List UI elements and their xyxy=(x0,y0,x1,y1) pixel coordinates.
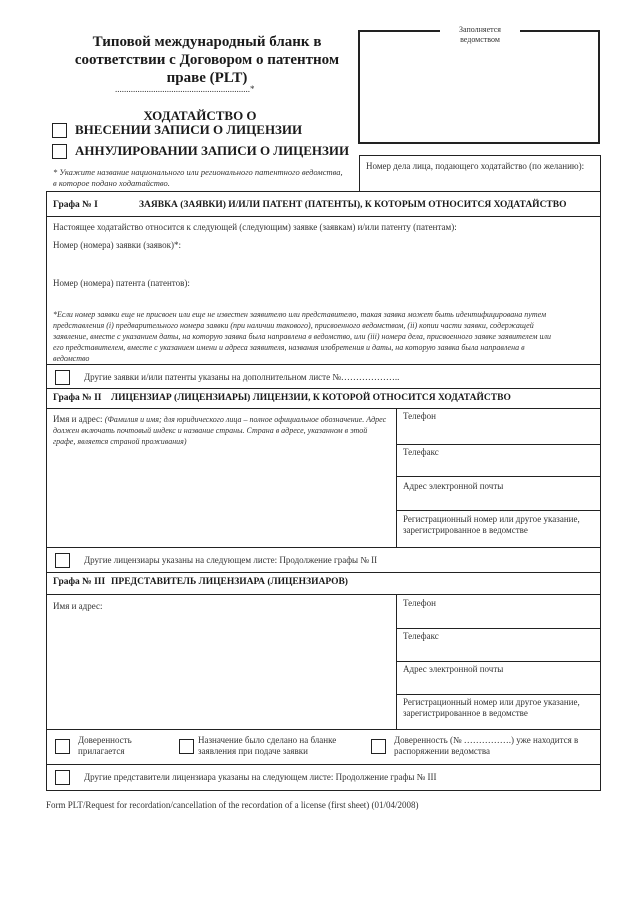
section-2-title: ЛИЦЕНЗИАР (ЛИЦЕНЗИАРЫ) ЛИЦЕНЗИИ, К КОТОРОЙ ОТНОСИТСЯ ХОДАТАЙСТВО xyxy=(111,393,511,403)
licensor-email-field[interactable] xyxy=(403,481,503,492)
licensor-name-address-field[interactable] xyxy=(53,414,388,447)
section-1-intro: Настоящее ходатайство относится к следующей (следующим) заявке (заявкам) и/или патенту (патентам): xyxy=(53,222,457,232)
request-option-record[interactable] xyxy=(52,122,302,138)
case-number-label: Номер дела лица, подающего ходатайство (по желанию): xyxy=(366,161,585,171)
divider xyxy=(47,364,600,365)
fax-label: Телефакс xyxy=(403,631,439,641)
divider xyxy=(396,510,600,511)
note-line: заявление, вместе с указанием даты, на которую заявка была направлена в ведомство, или (iii) номера дела, присвоенного заявке заявителем или xyxy=(53,332,551,341)
divider xyxy=(396,476,600,477)
divider xyxy=(396,661,600,662)
divider xyxy=(47,216,600,217)
divider xyxy=(396,444,600,445)
office-use-label-line: Заполняется xyxy=(459,25,501,34)
poa-attached-checkbox[interactable] xyxy=(55,735,132,757)
divider xyxy=(47,729,600,730)
section-1-number: Графа № I xyxy=(53,200,98,210)
checkbox-label: Доверенность прилагается xyxy=(78,735,132,756)
licensor-registration-field[interactable] xyxy=(403,514,580,536)
section-1-other-checkbox[interactable] xyxy=(55,368,399,386)
checkbox[interactable] xyxy=(55,739,70,754)
divider xyxy=(47,764,600,765)
checkbox[interactable] xyxy=(52,144,67,159)
name-address-label: Имя и адрес: xyxy=(53,414,103,424)
form-title xyxy=(62,33,352,87)
registration-label: зарегистрированное в ведомстве xyxy=(403,708,528,718)
licensor-phone-field[interactable] xyxy=(403,411,436,422)
patent-number-label: Номер (номера) патента (патентов): xyxy=(53,278,190,288)
email-label: Адрес электронной почты xyxy=(403,481,504,491)
form-title-line: праве (PLT) xyxy=(166,70,248,86)
fax-label: Телефакс xyxy=(403,447,439,457)
checkbox-label: Доверенность (№ …………….) уже находится в распоряжении ведомства xyxy=(394,735,579,756)
registration-label: зарегистрированное в ведомстве xyxy=(403,525,528,535)
checkbox[interactable] xyxy=(179,739,194,754)
checkbox[interactable] xyxy=(371,739,386,754)
checkbox-label: Другие заявки и/или патенты указаны на дополнительном листе №……………….. xyxy=(84,372,400,382)
divider xyxy=(396,408,397,547)
name-address-hint: (Фамилия и имя; для юридического лица – полное официальное обозначение. Адрес должен включать почтовый индекс и название страны. Страна в адресе, указанном в этой графе, является страной проживания) xyxy=(53,415,387,446)
form-title-line: соответствии с Договором о патентном xyxy=(74,52,340,68)
checkbox-label: Другие лицензиары указаны на следующем листе: Продолжение графы № II xyxy=(84,555,378,565)
representative-fax-field[interactable] xyxy=(403,631,439,642)
form-title-line: Типовой международный бланк в xyxy=(92,34,322,50)
checkbox[interactable] xyxy=(55,370,70,385)
office-name-field[interactable]: ............................................................* xyxy=(115,84,255,94)
request-option-cancel[interactable] xyxy=(52,143,349,159)
form-footer: Form PLT/Request for recordation/cancellation of the recordation of a license (first sheet) (01/04/2008) xyxy=(46,800,419,810)
section-1-header xyxy=(53,200,567,210)
phone-label: Телефон xyxy=(403,598,436,608)
divider xyxy=(396,628,600,629)
email-label: Адрес электронной почты xyxy=(403,664,504,674)
divider xyxy=(47,547,600,548)
divider xyxy=(47,572,600,573)
section-3-number: Графа № III xyxy=(53,577,106,587)
patent-number-field[interactable] xyxy=(53,278,190,289)
section-2-number: Графа № II xyxy=(53,393,102,403)
section-3-other-checkbox[interactable] xyxy=(55,768,436,786)
checkbox-label: Другие представители лицензиара указаны на следующем листе: Продолжение графы № III xyxy=(84,772,437,782)
request-option-label: АННУЛИРОВАНИИ ЗАПИСИ О ЛИЦЕНЗИИ xyxy=(75,143,350,158)
office-footnote: * Укажите название национального или регионального патентного ведомства, в которое подано ходатайство. xyxy=(53,167,343,188)
section-1-note xyxy=(53,309,598,364)
name-address-label: Имя и адрес: xyxy=(53,601,103,611)
note-line: его представителем, вместе с указанием имени и адреса заявителя, названия изобретения и даты, на которую заявка была направлена в xyxy=(53,343,525,352)
divider xyxy=(47,408,600,409)
form-frame xyxy=(46,191,601,791)
representative-email-field[interactable] xyxy=(403,664,503,675)
request-title: ХОДАТАЙСТВО О xyxy=(143,108,257,123)
checkbox-label: Назначение было сделано на бланке заявления при подаче заявки xyxy=(198,735,337,756)
checkbox[interactable] xyxy=(52,123,67,138)
poa-on-file-checkbox[interactable] xyxy=(371,735,578,757)
application-number-label: Номер (номера) заявки (заявок)*: xyxy=(53,240,181,250)
poa-application-form-checkbox[interactable] xyxy=(179,735,336,757)
registration-label: Регистрационный номер или другое указание, xyxy=(403,514,580,524)
checkbox[interactable] xyxy=(55,553,70,568)
office-use-label xyxy=(440,25,520,45)
licensor-fax-field[interactable] xyxy=(403,447,439,458)
section-2-header xyxy=(53,393,511,403)
section-1-title: ЗАЯВКА (ЗАЯВКИ) И/ИЛИ ПАТЕНТ (ПАТЕНТЫ), К КОТОРЫМ ОТНОСИТСЯ ХОДАТАЙСТВО xyxy=(139,200,567,210)
divider xyxy=(47,388,600,389)
checkbox[interactable] xyxy=(55,770,70,785)
section-2-other-checkbox[interactable] xyxy=(55,551,377,569)
representative-phone-field[interactable] xyxy=(403,598,436,609)
registration-label: Регистрационный номер или другое указание, xyxy=(403,697,580,707)
request-option-label: ВНЕСЕНИИ ЗАПИСИ О ЛИЦЕНЗИИ xyxy=(75,122,303,137)
phone-label: Телефон xyxy=(403,411,436,421)
case-number-field[interactable] xyxy=(359,155,601,192)
application-number-field[interactable] xyxy=(53,240,181,251)
section-3-title: ПРЕДСТАВИТЕЛЬ ЛИЦЕНЗИАРА (ЛИЦЕНЗИАРОВ) xyxy=(111,577,348,587)
office-use-label-line: ведомством xyxy=(460,35,500,44)
divider xyxy=(396,694,600,695)
note-line: ведомство xyxy=(53,354,90,363)
representative-name-address-field[interactable] xyxy=(53,601,102,612)
note-line: *Если номер заявки еще не присвоен или еще не известен заявителю или представителю, такая заявка может быть идентифицирована путем xyxy=(53,310,547,319)
divider xyxy=(47,594,600,595)
office-use-box xyxy=(358,30,600,144)
representative-registration-field[interactable] xyxy=(403,697,580,719)
section-3-header xyxy=(53,577,348,587)
note-line: представления (i) предварительного номера заявки (при наличии такового), присвоенного ведомством, (ii) копии части заявки, содержащей xyxy=(53,321,534,330)
